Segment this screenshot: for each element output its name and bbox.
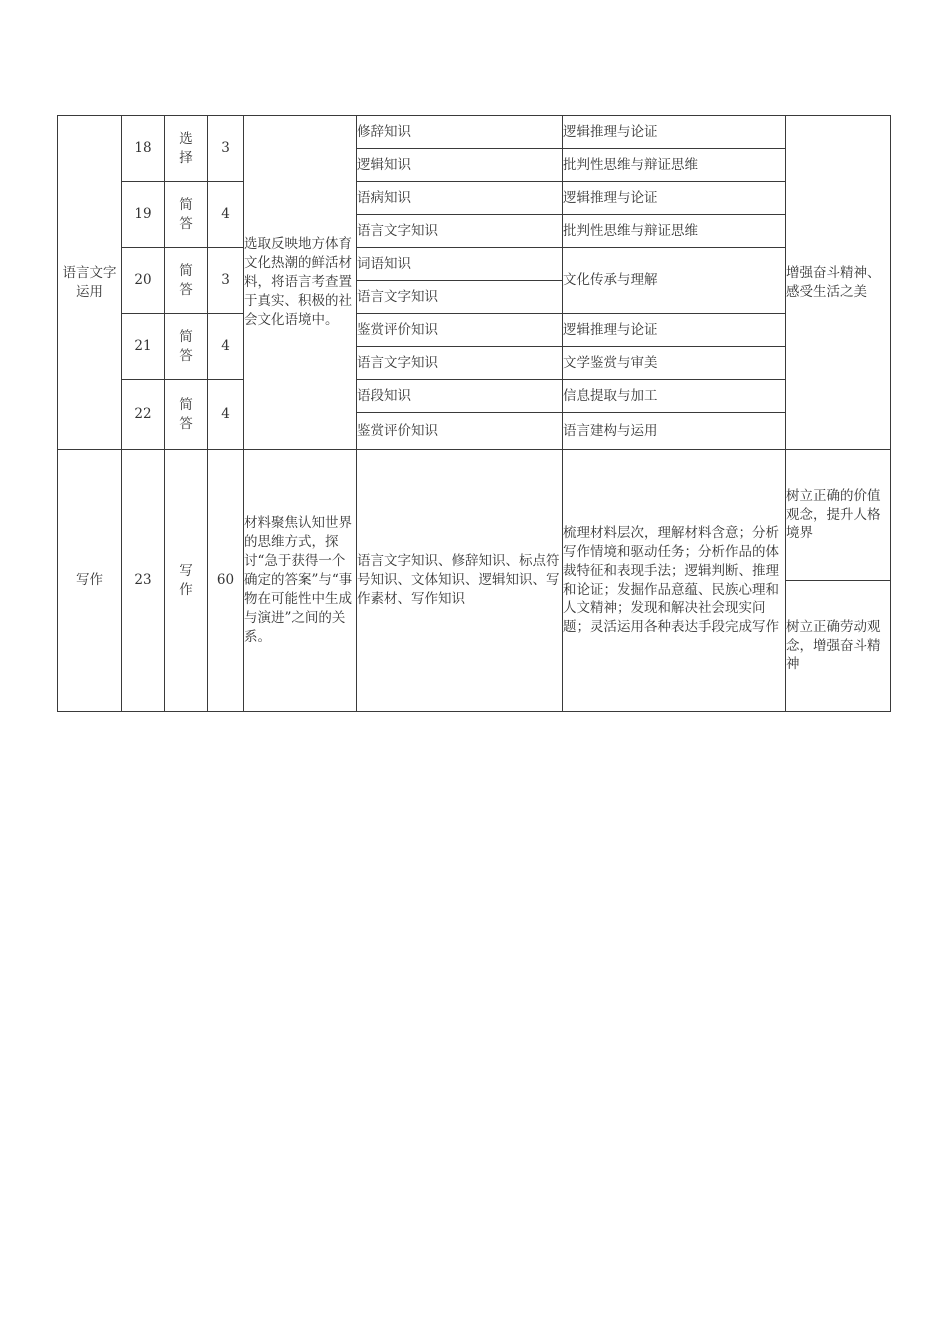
exam-spec-table: [57, 115, 891, 712]
question-score: 3: [208, 116, 244, 182]
table-row: [58, 450, 891, 581]
question-number: 21: [122, 314, 165, 380]
ability-cell: 文学鉴赏与审美: [563, 347, 786, 380]
question-score: 60: [208, 450, 244, 712]
table-row: [58, 380, 891, 413]
section-name: 语言文字运用: [58, 116, 122, 450]
material-description: 材料聚焦认知世界的思维方式，探讨“急于获得一个确定的答案”与“事物在可能性中生成与演进”之间的关系。: [244, 450, 357, 712]
question-number: 19: [122, 182, 165, 248]
question-score: 4: [208, 182, 244, 248]
values-cell: 树立正确的价值观念，提升人格境界: [786, 450, 891, 581]
ability-cell: 梳理材料层次，理解材料含意；分析写作情境和驱动任务；分析作品的体裁特征和表现手法；逻辑判断、推理和论证；发掘作品意蕴、民族心理和人文精神；发现和解决社会现实问题；灵活运用各种表达手段完成写作: [563, 450, 786, 712]
question-number: 23: [122, 450, 165, 712]
knowledge-cell: 语言文字知识: [357, 281, 563, 314]
question-type: 简 答: [165, 182, 208, 248]
question-type: 简 答: [165, 248, 208, 314]
ability-cell: 信息提取与加工: [563, 380, 786, 413]
ability-cell: 批判性思维与辩证思维: [563, 149, 786, 182]
knowledge-cell: 语言文字知识、修辞知识、标点符号知识、文体知识、逻辑知识、写作素材、写作知识: [357, 450, 563, 712]
question-type: 简 答: [165, 314, 208, 380]
knowledge-cell: 语言文字知识: [357, 347, 563, 380]
knowledge-cell: 语段知识: [357, 380, 563, 413]
question-type: 选 择: [165, 116, 208, 182]
question-score: 3: [208, 248, 244, 314]
table-row: [58, 182, 891, 215]
values-cell: 增强奋斗精神、感受生活之美: [786, 116, 891, 450]
values-cell: 树立正确劳动观念，增强奋斗精神: [786, 581, 891, 712]
knowledge-cell: 鉴赏评价知识: [357, 314, 563, 347]
question-number: 20: [122, 248, 165, 314]
knowledge-cell: 语病知识: [357, 182, 563, 215]
ability-cell: 逻辑推理与论证: [563, 116, 786, 149]
question-number: 18: [122, 116, 165, 182]
ability-cell: 逻辑推理与论证: [563, 182, 786, 215]
knowledge-cell: 词语知识: [357, 248, 563, 281]
table-row: [58, 116, 891, 149]
ability-cell: 文化传承与理解: [563, 248, 786, 314]
table-row: [58, 314, 891, 347]
knowledge-cell: 语言文字知识: [357, 215, 563, 248]
knowledge-cell: 鉴赏评价知识: [357, 413, 563, 450]
knowledge-cell: 修辞知识: [357, 116, 563, 149]
question-type: 写 作: [165, 450, 208, 712]
table-row: [58, 248, 891, 281]
question-type: 简 答: [165, 380, 208, 450]
material-description: 选取反映地方体育文化热潮的鲜活材料，将语言考查置于真实、积极的社会文化语境中。: [244, 116, 357, 450]
question-score: 4: [208, 380, 244, 450]
section-name: 写作: [58, 450, 122, 712]
question-number: 22: [122, 380, 165, 450]
ability-cell: 批判性思维与辩证思维: [563, 215, 786, 248]
question-score: 4: [208, 314, 244, 380]
ability-cell: 逻辑推理与论证: [563, 314, 786, 347]
ability-cell: 语言建构与运用: [563, 413, 786, 450]
knowledge-cell: 逻辑知识: [357, 149, 563, 182]
